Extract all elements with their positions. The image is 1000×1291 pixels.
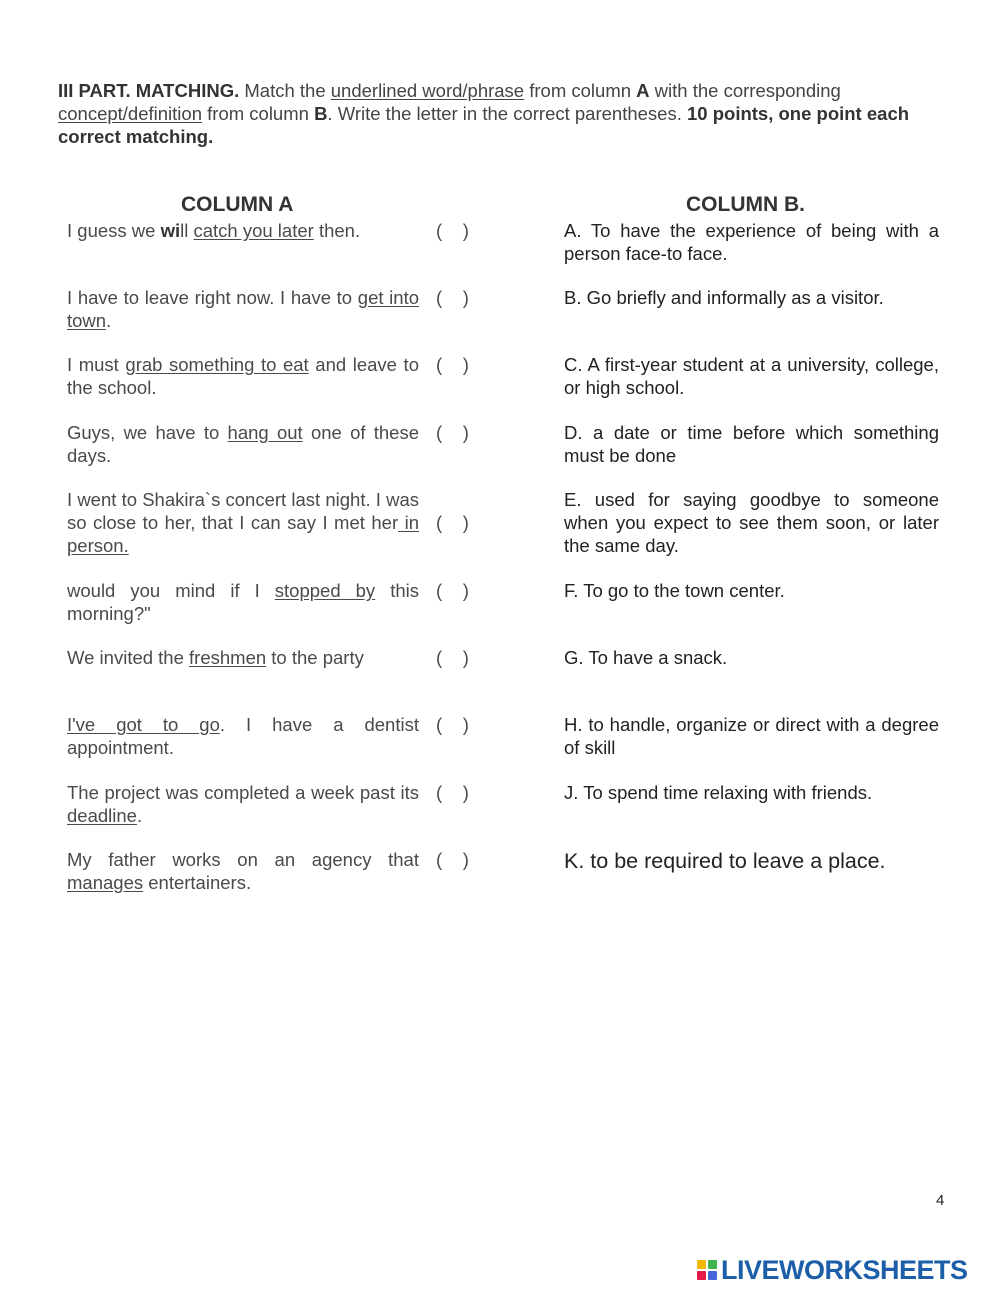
answer-parentheses-6[interactable]: ( ) [436,580,469,601]
instr-col-b: B [314,103,328,124]
logo-blocks-icon [697,1260,717,1280]
column-b-item: G. To have a snack. [564,647,728,668]
answer-parentheses-9[interactable]: ( ) [436,782,469,803]
instr-text-2: from column [524,80,637,101]
column-a-item: We invited the freshmen to the party [67,647,364,668]
column-b-item: B. Go briefly and informally as a visitor. [564,287,884,308]
column-a-item: The project was completed a week past its deadline. [67,782,419,826]
column-b-item: J. To spend time relaxing with friends. [564,782,873,803]
column-b-heading: COLUMN B. [686,193,805,216]
column-a-item: I have to leave right now. I have to get into town. [67,287,420,331]
column-b-item: D. a date or time before which something must be done [564,422,939,466]
answer-parentheses-2[interactable]: ( ) [436,287,469,308]
column-a-item: My father works on an agency that manages entertainers. [67,849,419,893]
column-a-item: I've got to go. I have a dentist appointment. [67,714,419,758]
answer-parentheses-4[interactable]: ( ) [436,422,469,443]
answer-parentheses-7[interactable]: ( ) [436,647,469,668]
answer-parentheses-3[interactable]: ( ) [436,354,469,375]
instr-col-a: A [636,80,650,101]
answer-parentheses-10[interactable]: ( ) [436,849,469,870]
instr-underlined-1: underlined word/phrase [330,80,525,101]
instr-text-5: . Write the letter in the correct parentheses. [327,103,687,124]
column-b-item: A. To have the experience of being with a person face-to face. [564,220,939,264]
instr-underlined-2: concept/definition [58,103,202,124]
logo-text: LIVEWORKSHEETS [721,1254,968,1285]
column-a-item: I went to Shakira`s concert last night. I was so close to her, that I can say I met her in person. [67,489,419,556]
page-number: 4 [936,1192,945,1209]
column-b-item: E. used for saying goodbye to someone when you expect to see them soon, or later the same day. [564,489,939,556]
instr-text-1: Match the [239,80,331,101]
column-b-item: H. to handle, organize or direct with a degree of skill [564,714,939,758]
instr-points: 10 points, one point each correct matching. [58,103,910,147]
answer-parentheses-8[interactable]: ( ) [436,714,469,735]
instructions [58,79,918,148]
column-a-heading: COLUMN A [181,193,294,216]
instr-text-4: from column [202,103,315,124]
column-b-item: C. A first-year student at a university, college, or high school. [564,354,939,398]
column-a-item: I guess we will catch you later then. [67,220,361,241]
column-a-item: I must grab something to eat and leave to the school. [67,354,419,398]
column-b-item: K. to be required to leave a place. [564,849,886,873]
part-title: III PART. MATCHING. [58,80,240,101]
column-a-item: Guys, we have to hang out one of these days. [67,422,420,466]
column-a-item: would you mind if I stopped by this morning?" [67,580,420,624]
instr-text-3: with the corresponding [649,80,841,101]
liveworksheets-logo [697,1255,968,1285]
answer-parentheses-1[interactable]: ( ) [436,220,469,241]
column-b-item: F. To go to the town center. [564,580,785,601]
answer-parentheses-5[interactable]: ( ) [436,512,469,533]
